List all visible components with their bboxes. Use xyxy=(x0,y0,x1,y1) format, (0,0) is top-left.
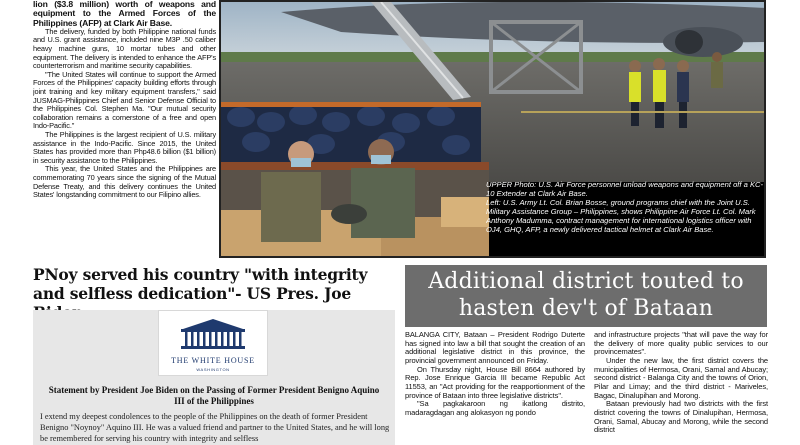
bataan-paragraph: Bataan previously had two districts with the first district covering the towns of Dinalupihan, Hermosa, Orani, Samal, Abucay and Morong, while the second district xyxy=(594,399,768,435)
bataan-headline: Additional district touted to hasten dev't of Bataan xyxy=(405,265,767,327)
bataan-paragraph: On Thursday night, House Bill 8664 authored by Rep. Jose Enrique Garcia III became Republic Act 11553, an "Act providing for the reapportionment of the province of Bataan into three legislative districts". xyxy=(405,364,585,400)
weapons-article-paragraph: This year, the United States and the Philippines are commemorating 70 years since the signing of the Mutual Defense Treaty, and this delivery continues the United States' longstanding commitment to our Filipino allies. xyxy=(33,164,216,200)
bataan-article-column-2 xyxy=(594,331,768,435)
white-house-logo-title: THE WHITE HOUSE xyxy=(171,356,255,365)
pnoy-headline: PNoy served his country "with integrity and selfless dedication"- US Pres. Joe xyxy=(33,265,368,303)
bataan-article-column-1 xyxy=(405,331,585,418)
white-house-logo xyxy=(158,310,268,376)
bataan-paragraph: Under the new law, the first district covers the municipalities of Hermosa, Orani, Samal and Abucay; second district - Balanga City and the towns of Orion, Pilar and Limay; and the third district - Mariveles, Bagac, Dinalupihan and Morong. xyxy=(594,355,768,400)
bataan-paragraph: and infrastructure projects "that will pave the way for the delivery of more quality public services to our provincemates". xyxy=(594,330,768,357)
weapons-article-column xyxy=(33,0,216,262)
statement-body xyxy=(40,411,390,444)
statement-title: Statement by President Joe Biden on the Passing of Former President Benigno Aquino III of the Philippines xyxy=(48,385,380,406)
photo-caption-upper: UPPER Photo: U.S. Air Force personnel unload weapons and equipment off a KC-10 Extender at Clark Air Base. xyxy=(486,181,764,198)
weapons-article-lead: lion ($3.8 million) worth of weapons and equipment to the Armed Forces of the Philippines (AFP) at Clark Air Base. xyxy=(33,0,216,28)
bataan-paragraph: "Sa pagkakaroon ng ikatlong distrito, madaragdagan ang alokasyon ng pondo xyxy=(405,399,585,417)
weapons-article-paragraph: The delivery, funded by both Philippine national funds and U.S. grant assistance, included nine M3P .50 caliber heavy machine guns, 10 mortar tubes and other equipment. The delivery is intended to enhance the AFP's counterterrorism and maritime security capabilities. xyxy=(33,26,216,71)
weapons-article-paragraph: The Philippines is the largest recipient of U.S. military assistance in the Indo-Pacific. Since 2015, the United States has provided more than Php48.6 billion ($1 billion) in security assistance to the Philippines. xyxy=(33,130,216,165)
white-house-logo-subtitle: WASHINGTON xyxy=(196,367,230,372)
statement-body-text: I extend my deepest condolences to the people of the Philippines on the death of former President Benigno "Noynoy" Aquino III. He was a valued friend and partner to the United States, and he will long be remembered for serving his country with integrity and selfless xyxy=(40,412,390,443)
white-house-icon xyxy=(159,311,267,375)
photo-caption-left: Left: U.S. Army Lt. Col. Brian Bosse, ground programs chief with the Joint U.S. Military Assistance Group – Philippines, shows Philippine Air Force Lt. Col. Mark Anthony Madumma, contract management for international logistics officer with OJ4, GHQ, AFP, a newly delivered tactical helmet at Clark Air Base. xyxy=(486,197,756,234)
photo-caption xyxy=(486,181,764,257)
weapons-article-paragraph: "The United States will continue to support the Armed Forces of the Philippines' capacity building efforts through joint training and key military equipment transfers," said JUSMAG-Philippines Chief and Senior Defense Official to the Philippines Col. Stephen Ma. "Our mutual security collaboration remains a cornerstone of a free and open Indo-Pacific." xyxy=(33,69,216,131)
bataan-paragraph: BALANGA CITY, Bataan – President Rodrigo Duterte has signed into law a bill that sought the creation of an additional legislative district in this province, the provincial government announced on Friday. xyxy=(405,330,585,365)
